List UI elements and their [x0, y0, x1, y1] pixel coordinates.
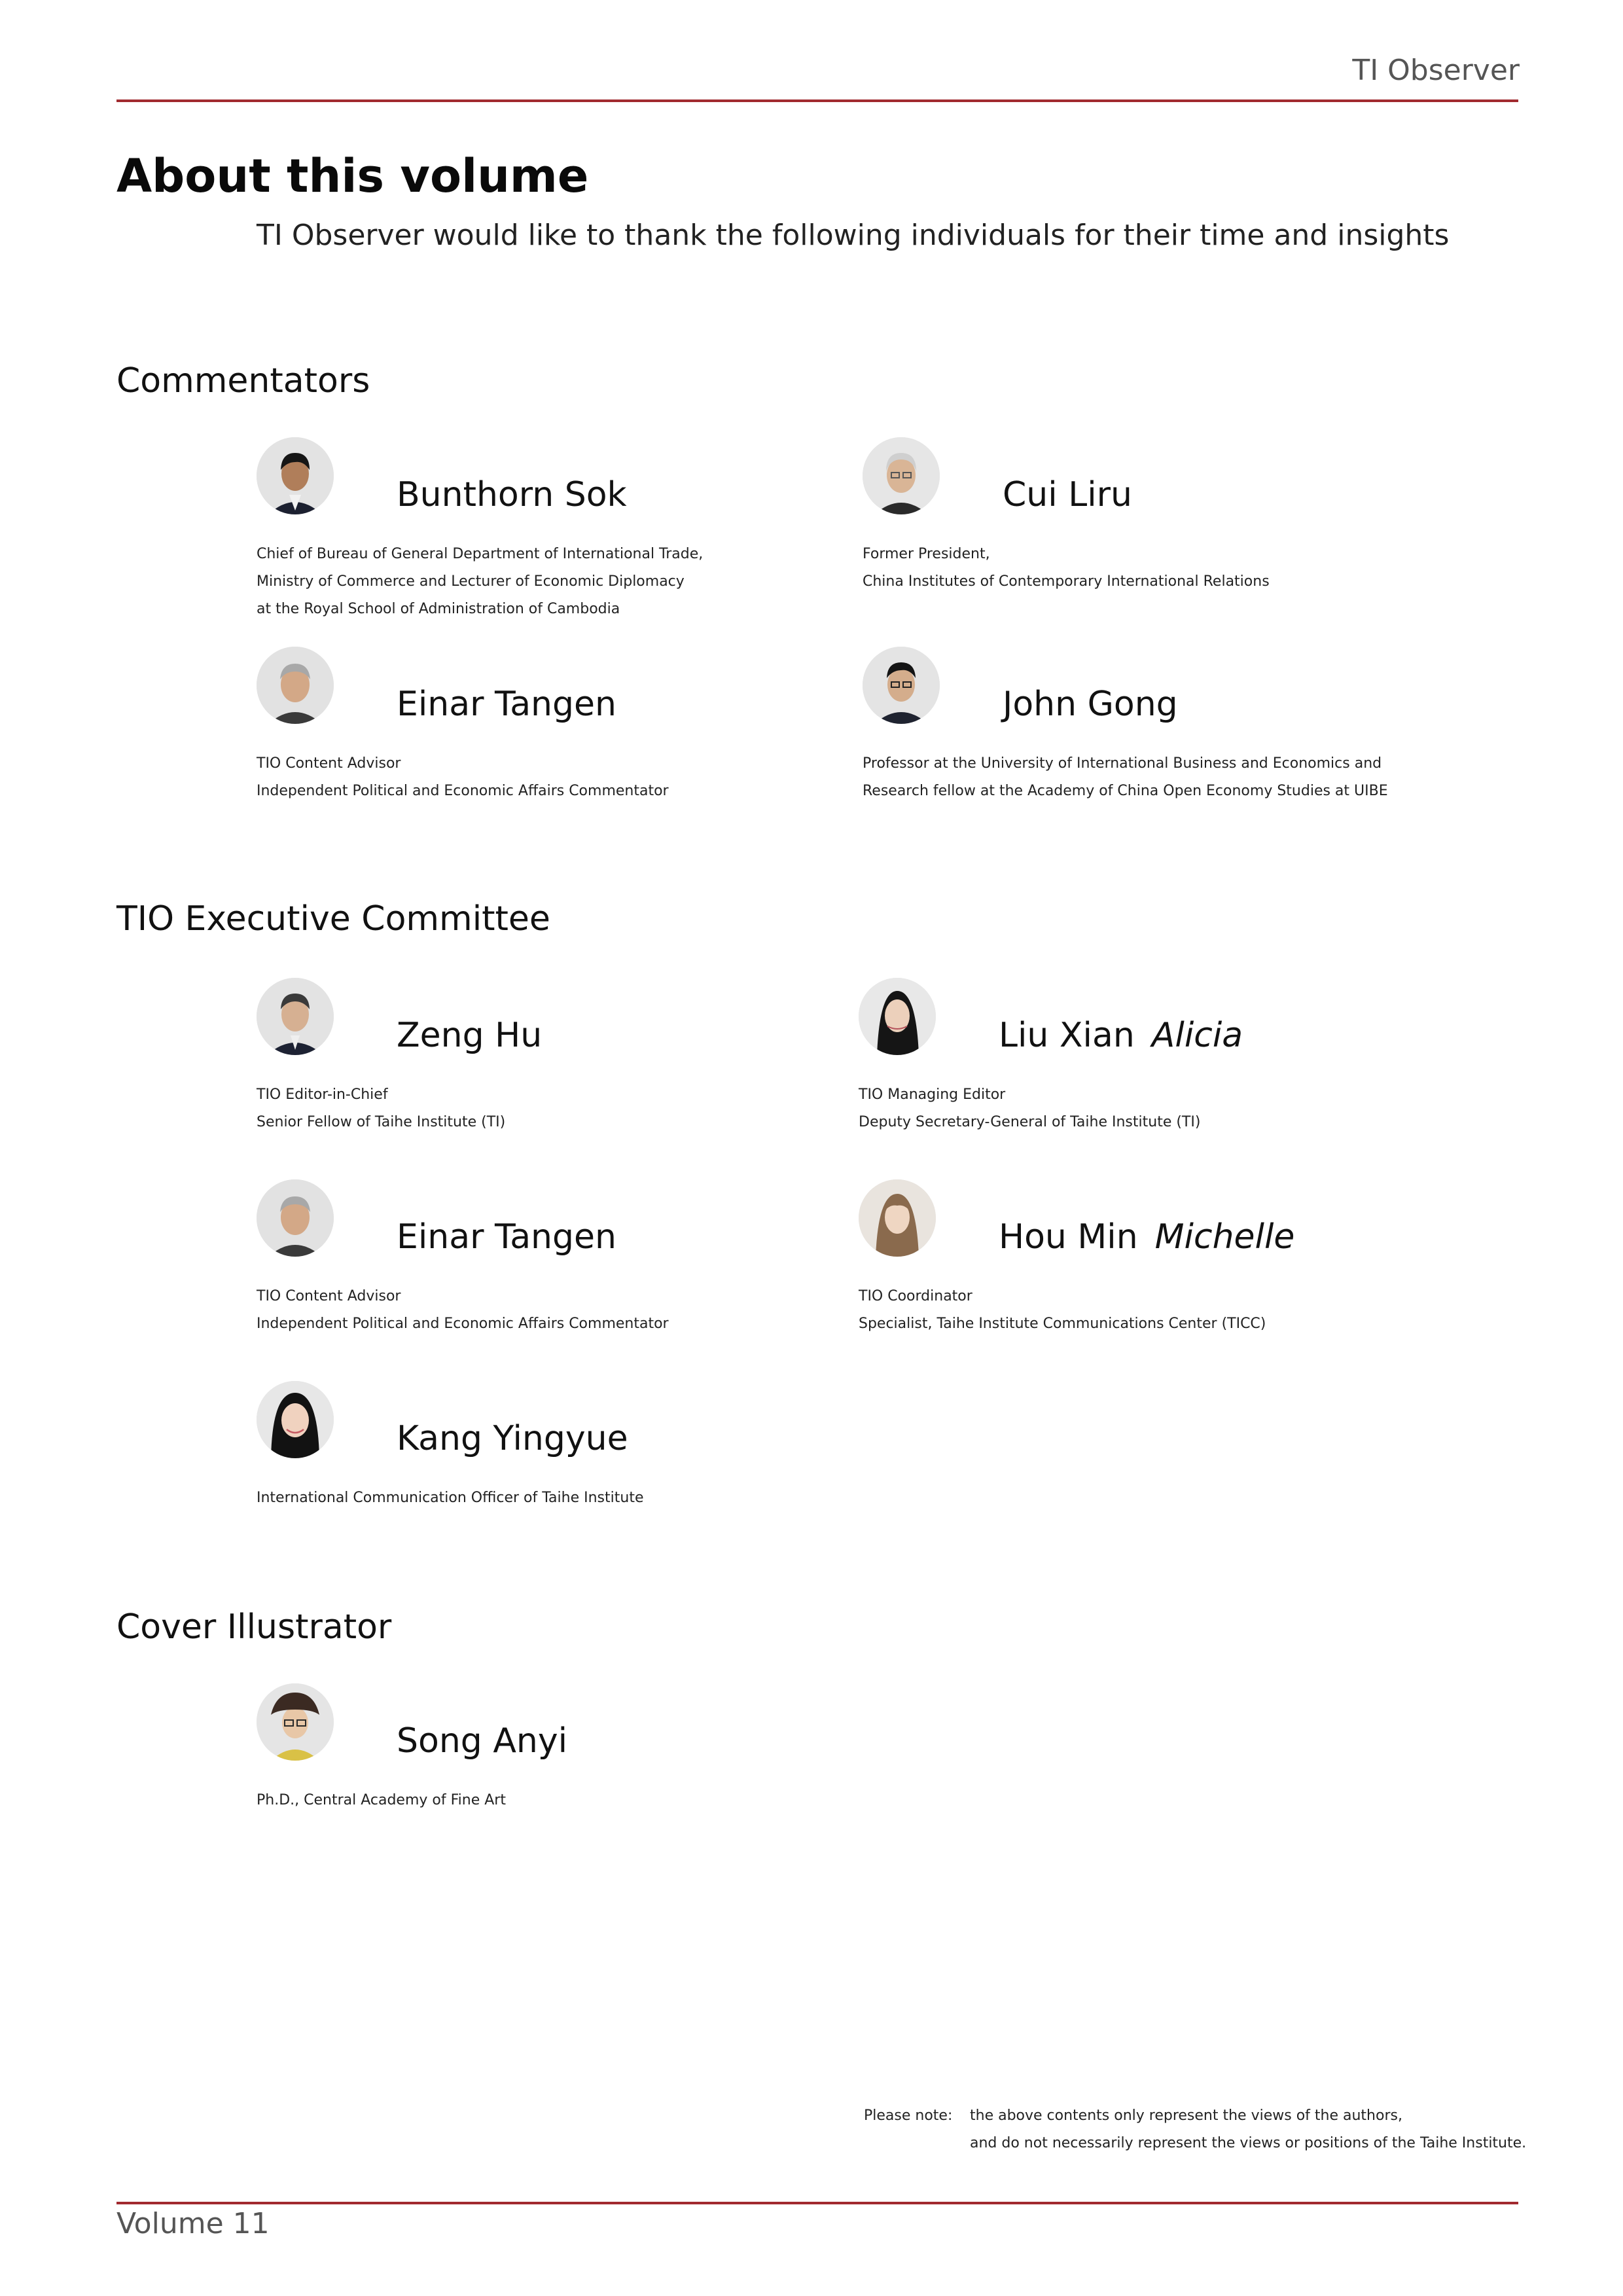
person-name: Kang Yingyue: [397, 1419, 628, 1458]
person-name: Hou Min Michelle: [999, 1217, 1295, 1257]
note-text: the above contents only represent the views of the authors, and do not necessarily represent the views or positions of the Taihe Institute.: [970, 2108, 1527, 2151]
note-label: Please note:: [864, 2108, 953, 2124]
portrait-photo: [863, 437, 940, 514]
person-role: Professor at the University of International Business and Economics and Research fellow at the Academy of China Open Economy Studies at UIBE: [863, 755, 1388, 799]
running-header: TI Observer: [1352, 54, 1520, 87]
portrait-photo: [257, 1179, 334, 1257]
person-role: Chief of Bureau of General Department of International Trade, Ministry of Commerce and Lecturer of Economic Diplomacy at the Royal School of Administration of Cambodia: [257, 546, 704, 617]
person-alias: Michelle: [1154, 1217, 1295, 1257]
portrait-photo: [257, 437, 334, 514]
person-name: Einar Tangen: [397, 1217, 616, 1257]
footer-rule: [116, 2202, 1518, 2204]
portrait-photo: [863, 647, 940, 724]
person-role: TIO Content Advisor Independent Political and Economic Affairs Commentator: [257, 1288, 669, 1332]
volume-number: Volume 11: [116, 2207, 270, 2240]
person-role: TIO Managing Editor Deputy Secretary-General of Taihe Institute (TI): [859, 1086, 1201, 1130]
portrait-photo: [257, 1683, 334, 1761]
person-name: John Gong: [1003, 685, 1178, 724]
person-name: Liu Xian Alicia: [999, 1016, 1243, 1055]
portrait-photo: [257, 978, 334, 1055]
intro-text: TI Observer would like to thank the following individuals for their time and insights: [257, 219, 1450, 252]
person-name: Bunthorn Sok: [397, 475, 627, 514]
person-alias: Alicia: [1151, 1016, 1243, 1055]
page-title: About this volume: [116, 149, 589, 203]
person-role: Ph.D., Central Academy of Fine Art: [257, 1792, 506, 1808]
person-name: Cui Liru: [1003, 475, 1132, 514]
person-role: International Communication Officer of Taihe Institute: [257, 1490, 644, 1506]
person-name: Zeng Hu: [397, 1016, 543, 1055]
person-name: Song Anyi: [397, 1721, 568, 1761]
section-title-executive-committee: TIO Executive Committee: [116, 899, 550, 939]
person-role: Former President, China Institutes of Contemporary International Relations: [863, 546, 1270, 590]
portrait-photo: [257, 1381, 334, 1458]
portrait-photo: [257, 647, 334, 724]
header-rule: [116, 99, 1518, 102]
section-title-commentators: Commentators: [116, 361, 370, 401]
person-name: Einar Tangen: [397, 685, 616, 724]
portrait-photo: [859, 978, 936, 1055]
person-role: TIO Coordinator Specialist, Taihe Institute Communications Center (TICC): [859, 1288, 1266, 1332]
portrait-photo: [859, 1179, 936, 1257]
person-role: TIO Content Advisor Independent Political and Economic Affairs Commentator: [257, 755, 669, 799]
person-role: TIO Editor-in-Chief Senior Fellow of Taihe Institute (TI): [257, 1086, 506, 1130]
section-title-cover-illustrator: Cover Illustrator: [116, 1607, 392, 1647]
